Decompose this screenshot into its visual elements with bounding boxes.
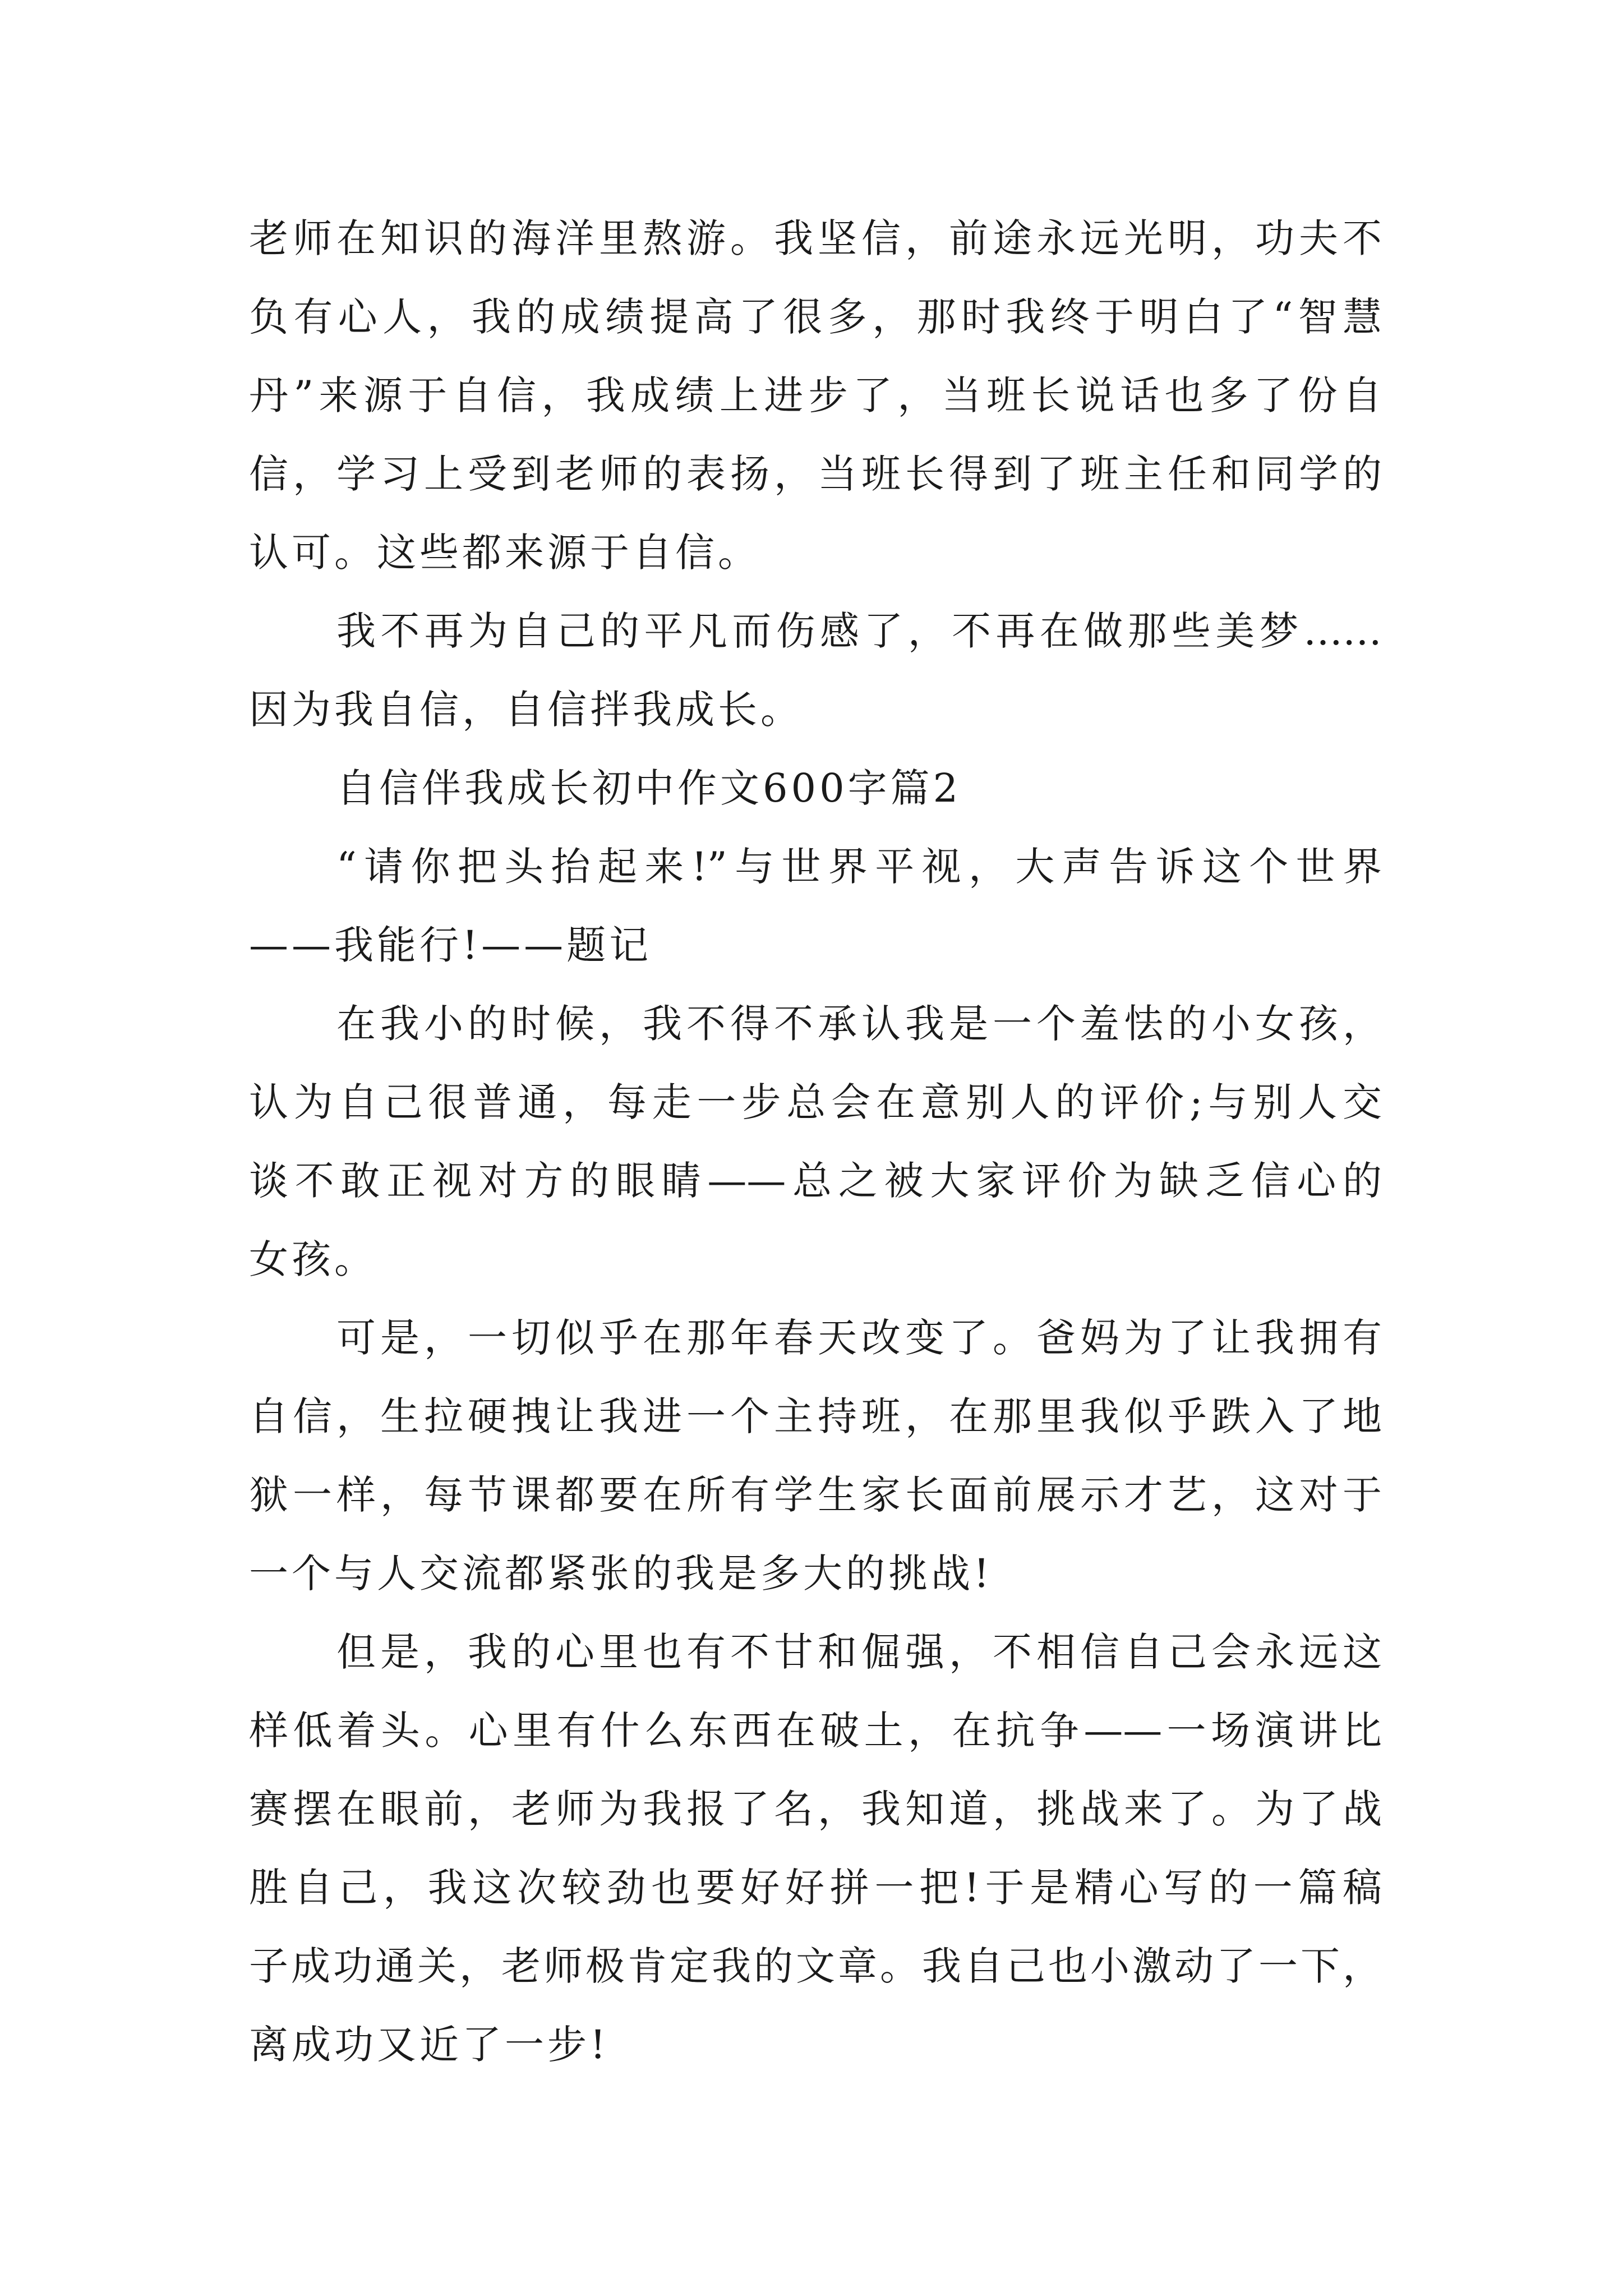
paragraph xyxy=(249,827,1382,984)
paragraph xyxy=(249,749,1382,827)
text-line: 离成功又近了一步! xyxy=(249,2022,610,2068)
text-line: 狱一样，每节课都要在所有学生家长面前展示才艺，这对于 xyxy=(249,1472,1382,1518)
text-line: 丹”来源于自信，我成绩上进步了，当班长说话也多了份自 xyxy=(249,372,1382,418)
paragraph xyxy=(249,199,1382,592)
document-body xyxy=(249,199,1382,2084)
text-line: 我不再为自己的平凡而伤感了，不再在做那些美梦…… xyxy=(336,608,1382,654)
text-line: 认为自己很普通，每走一步总会在意别人的评价;与别人交 xyxy=(249,1079,1382,1125)
text-line: 负有心人，我的成绩提高了很多，那时我终于明白了“智慧 xyxy=(249,294,1382,340)
text-line: 胜自己，我这次较劲也要好好拼一把!于是精心写的一篇稿 xyxy=(249,1865,1382,1911)
paragraph xyxy=(249,1613,1382,2084)
text-line: 子成功通关，老师极肯定我的文章。我自己也小激动了一下， xyxy=(249,1943,1382,1989)
text-line: “请你把头抬起来!”与世界平视，大声告诉这个世界 xyxy=(336,844,1382,890)
text-line: 自信，生拉硬拽让我进一个主持班，在那里我似乎跌入了地 xyxy=(249,1393,1382,1439)
text-line: 在我小的时候，我不得不承认我是一个羞怯的小女孩， xyxy=(336,1001,1382,1047)
text-line: 赛摆在眼前，老师为我报了名，我知道，挑战来了。为了战 xyxy=(249,1786,1382,1832)
paragraph xyxy=(249,1299,1382,1613)
text-line: 认可。这些都来源于自信。 xyxy=(249,530,760,576)
text-line: 但是，我的心里也有不甘和倔强，不相信自己会永远这 xyxy=(336,1629,1382,1675)
text-line: 老师在知识的海洋里熬游。我坚信，前途永远光明，功夫不 xyxy=(249,215,1382,261)
text-line: 自信伴我成长初中作文600字篇2 xyxy=(336,765,962,811)
text-line: 一个与人交流都紧张的我是多大的挑战! xyxy=(249,1550,993,1596)
text-line: ——我能行!——题记 xyxy=(249,922,652,968)
text-line: 信，学习上受到老师的表扬，当班长得到了班主任和同学的 xyxy=(249,451,1382,497)
text-line: 谈不敢正视对方的眼睛——总之被大家评价为缺乏信心的 xyxy=(249,1158,1382,1204)
paragraph xyxy=(249,592,1382,749)
text-line: 样低着头。心里有什么东西在破土，在抗争——一场演讲比 xyxy=(249,1708,1382,1754)
paragraph xyxy=(249,984,1382,1299)
text-line: 女孩。 xyxy=(249,1236,377,1282)
text-line: 因为我自信，自信拌我成长。 xyxy=(249,687,803,733)
text-line: 可是，一切似乎在那年春天改变了。爸妈为了让我拥有 xyxy=(336,1315,1382,1361)
